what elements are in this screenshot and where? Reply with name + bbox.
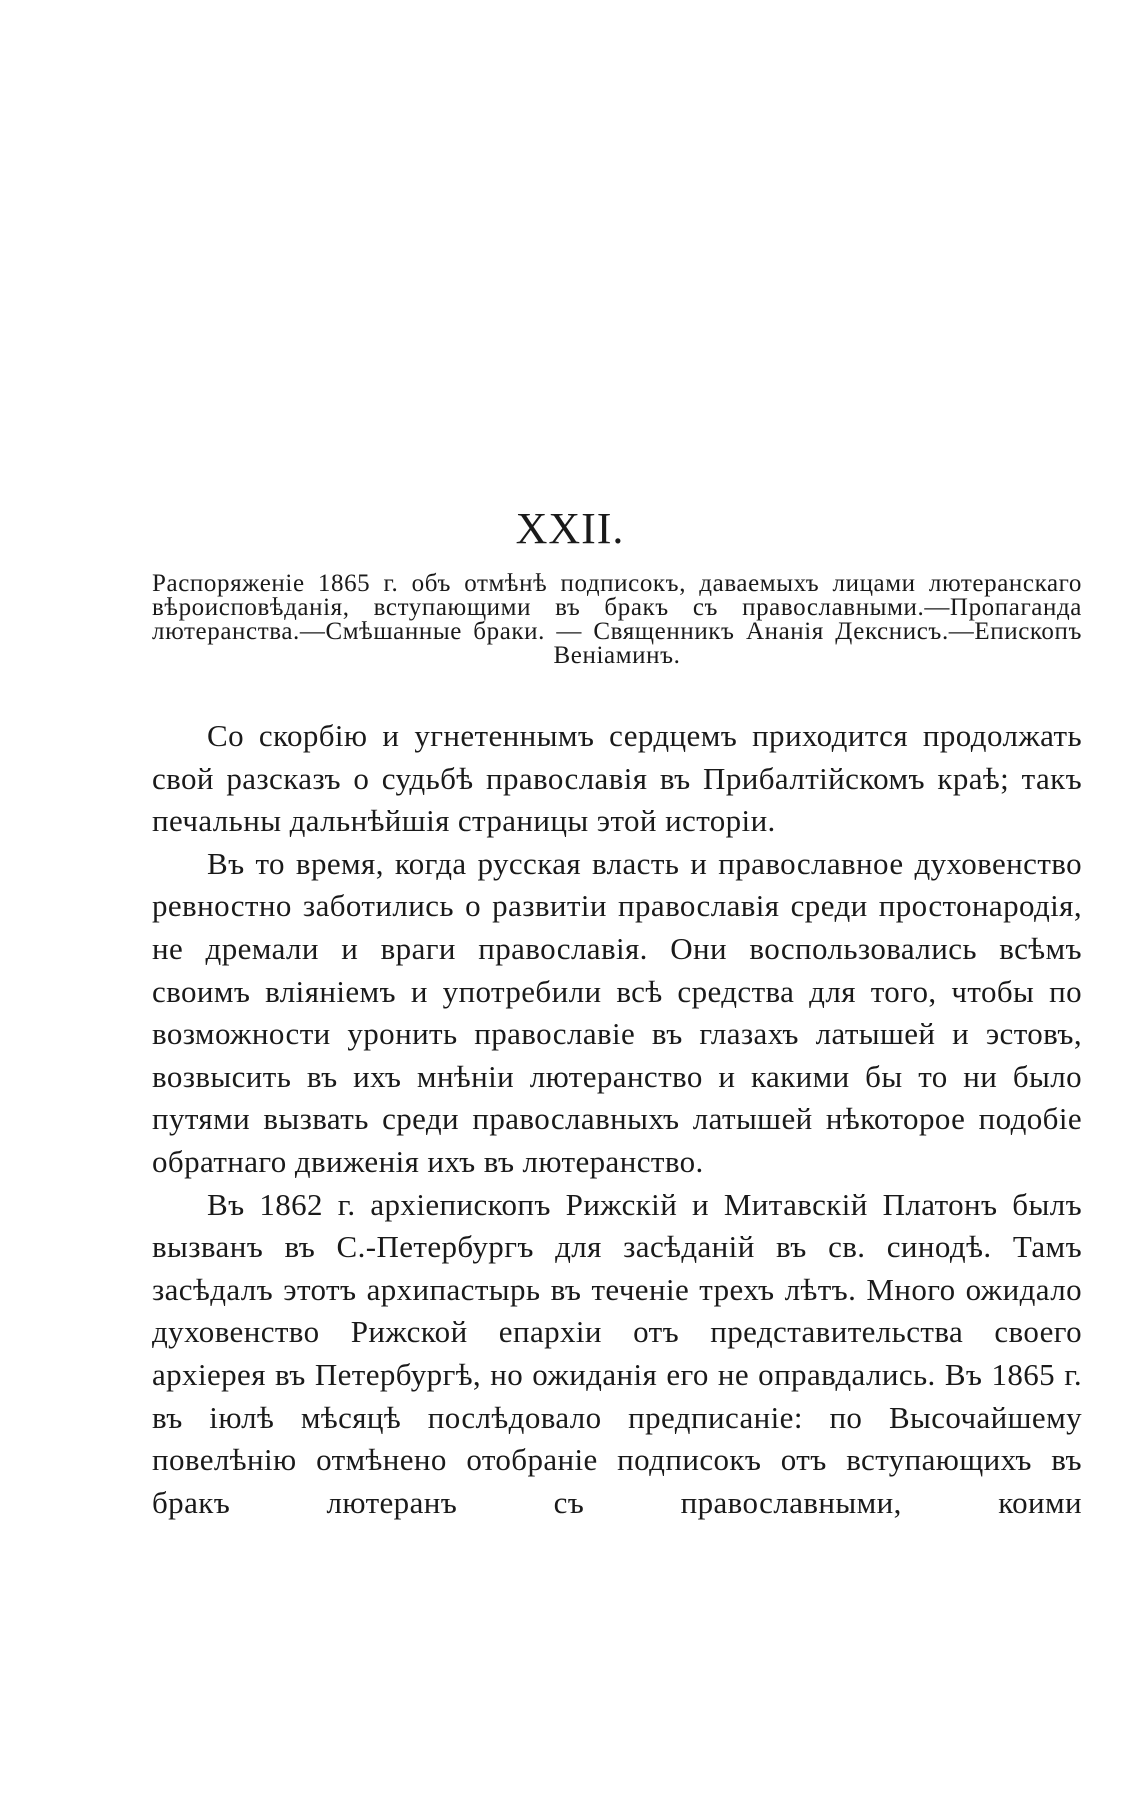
paragraph: Въ то время, когда русская власть и православное духовенство ревностно заботились о развитіи православія среди простонародія, не дремали и враги православія. Они воспользовались всѣмъ своимъ вліяніемъ и употребили всѣ средства для того, чтобы по возможности уронить православіе въ глазахъ латышей и эстовъ, возвысить въ ихъ мнѣніи лютеранство и какими бы то ни было путями вызвать среди православныхъ латышей нѣкоторое подобіе обратнаго движенія ихъ въ лютеранство. — [152, 845, 1082, 1179]
paragraph: Со скорбію и угнетеннымъ сердцемъ приходится продолжать свой разсказъ о судьбѣ православія въ Прибалтійскомъ краѣ; такъ печальны дальнѣйшія страницы этой исторіи. — [152, 718, 1082, 839]
chapter-number: XXII. — [515, 504, 625, 553]
body-text — [152, 715, 1082, 1524]
chapter-summary: Распоряженіе 1865 г. объ отмѣнѣ подписокъ, даваемыхъ лицами лютеранскаго вѣроисповѣданія, вступающими въ бракъ съ православными.—Пропаганда лютеранства.—Смѣшанные браки. — Священникъ Ананія Декснисъ.—Епископъ Веніаминъ. — [152, 570, 1082, 669]
paragraph: Въ 1862 г. архіепископъ Рижскій и Митавскій Платонъ былъ вызванъ въ С.-Петербургъ для засѣданій въ св. синодѣ. Тамъ засѣдалъ этотъ архипастырь въ теченіе трехъ лѣтъ. Много ожидало духовенство Рижской епархіи отъ представительства своего архіерея въ Петербургѣ, но ожиданія его не оправдались. Въ 1865 г. въ іюлѣ мѣсяцѣ послѣдовало предписаніе: по Высочайшему повелѣнію отмѣнено отобраніе подписокъ отъ вступающихъ въ бракъ лютеранъ съ православными, коими — [152, 1186, 1082, 1520]
